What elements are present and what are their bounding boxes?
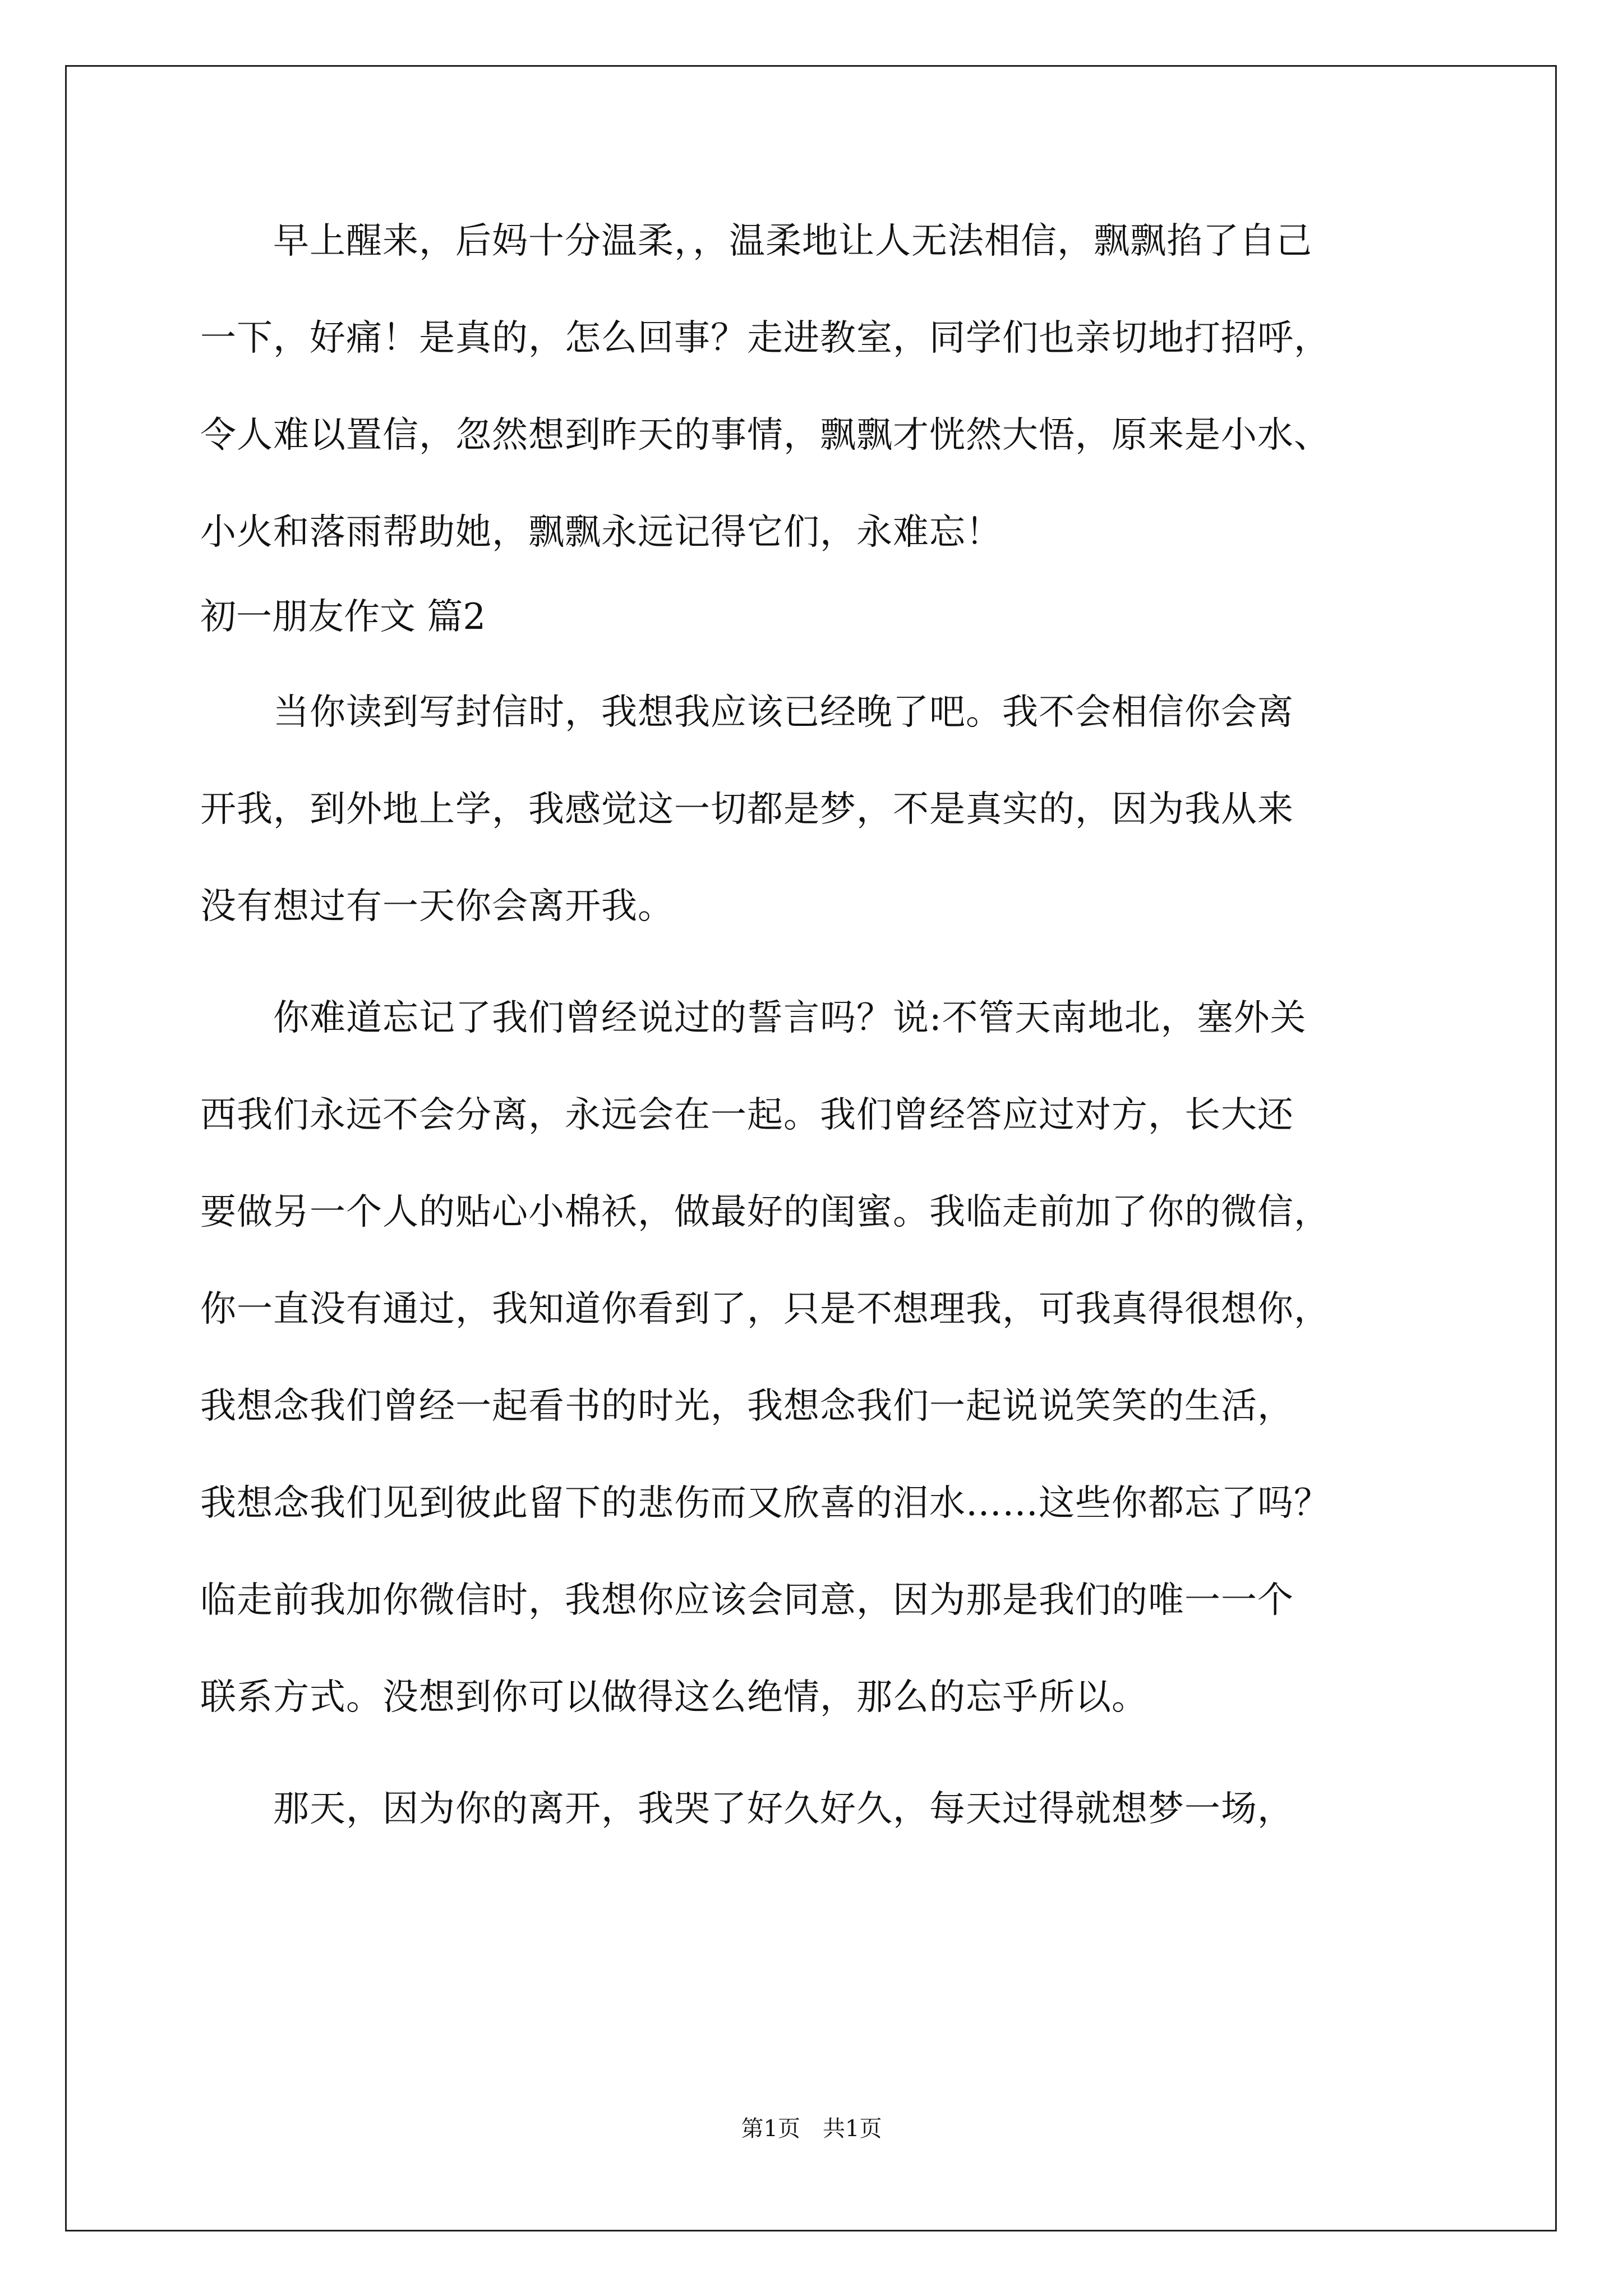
- paragraph-line: 一下，好痛！是真的，怎么回事？走进教室，同学们也亲切地打招呼，: [200, 318, 1330, 359]
- page-border: [65, 65, 1557, 2231]
- paragraph-line: 临走前我加你微信时，我想你应该会同意，因为那是我们的唯一一个: [200, 1580, 1294, 1621]
- paragraph-line: 令人难以置信，忽然想到昨天的事情，飘飘才恍然大悟，原来是小水、: [200, 415, 1330, 456]
- paragraph-line: 你难道忘记了我们曾经说过的誓言吗？说:不管天南地北，塞外关: [200, 997, 1307, 1039]
- paragraph-line: 那天，因为你的离开，我哭了好久好久，每天过得就想梦一场，: [200, 1788, 1294, 1830]
- section-heading: 初一朋友作文 篇2: [200, 596, 486, 638]
- paragraph-line: 我想念我们见到彼此留下的悲伤而又欣喜的泪水……这些你都忘了吗？: [200, 1483, 1330, 1524]
- paragraph-line: 当你读到写封信时，我想我应该已经晚了吧。我不会相信你会离: [200, 692, 1294, 733]
- paragraph-line: 我想念我们曾经一起看书的时光，我想念我们一起说说笑笑的生活，: [200, 1386, 1294, 1427]
- paragraph-line: 开我，到外地上学，我感觉这一切都是梦，不是真实的，因为我从来: [200, 789, 1294, 830]
- paragraph-line: 早上醒来，后妈十分温柔，，温柔地让人无法相信，飘飘掐了自己: [200, 220, 1312, 262]
- paragraph-line: 要做另一个人的贴心小棉袄，做最好的闺蜜。我临走前加了你的微信，: [200, 1191, 1330, 1233]
- page-number: 第1页 共1页: [741, 2116, 882, 2142]
- paragraph-line: 联系方式。没想到你可以做得这么绝情，那么的忘乎所以。: [200, 1677, 1148, 1718]
- paragraph-line: 没有想过有一天你会离开我。: [200, 886, 674, 927]
- paragraph-line: 西我们永远不会分离，永远会在一起。我们曾经答应过对方，长大还: [200, 1094, 1294, 1136]
- paragraph-line: 小火和落雨帮助她，飘飘永远记得它们，永难忘！: [200, 512, 1002, 553]
- paragraph-line: 你一直没有通过，我知道你看到了，只是不想理我，可我真得很想你，: [200, 1289, 1330, 1330]
